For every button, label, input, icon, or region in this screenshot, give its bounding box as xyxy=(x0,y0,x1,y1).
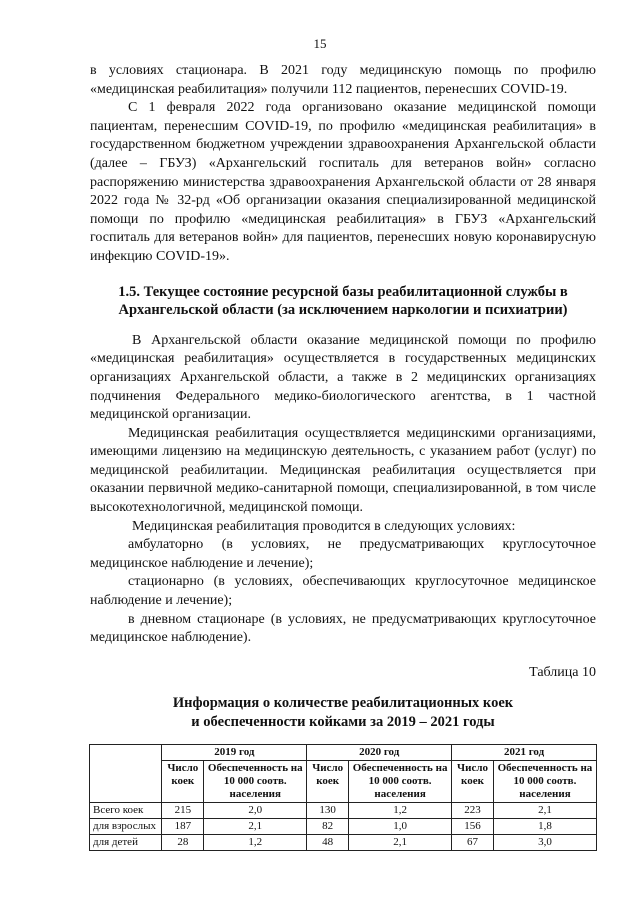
count-header: Число коек xyxy=(452,760,494,802)
table-cell: 82 xyxy=(307,818,349,834)
list-item: амбулаторно (в условиях, не предусматривающих круглосуточное медицинское наблюдение и лечение); xyxy=(90,537,596,571)
paragraph: в условиях стационара. В 2021 году медицинскую помощь по профилю «медицинская реабилитация» получили 112 пациентов, перенесших COVID-19. xyxy=(90,63,596,97)
table-cell: 223 xyxy=(452,802,494,818)
table-title-line: и обеспеченности койками за 2019 – 2021 годы xyxy=(191,714,495,730)
row-label: для детей xyxy=(90,834,162,850)
table-subheader-row xyxy=(90,760,597,802)
paragraph: С 1 февраля 2022 года организовано оказание медицинской помощи пациентам, перенесшим COVID-19, по профилю «медицинская реабилитация» в государственном бюджетном учреждении здравоохранения Архангельской области (далее – ГБУЗ) «Архангельский госпиталь для ветеранов войн» согласно распоряжению министерства здравоохранения Архангельской области от 28 января 2022 года № 32-рд «Об организации оказания специализированной медицинской помощи по профилю «медицинская реабилитация» в ГБУЗ «Архангельский госпиталь для ветеранов войн» для пациентов, перенесших новую коронавирусную инфекцию COVID-19». xyxy=(90,100,596,264)
row-label: Всего коек xyxy=(90,802,162,818)
row-label: для взрослых xyxy=(90,818,162,834)
table-row xyxy=(90,834,597,850)
table-cell: 48 xyxy=(307,834,349,850)
table-caption: Таблица 10 xyxy=(529,664,596,680)
year-header: 2020 год xyxy=(307,744,452,760)
table-cell: 1,8 xyxy=(493,818,596,834)
table-cell: 156 xyxy=(452,818,494,834)
table-cell: 3,0 xyxy=(493,834,596,850)
table-cell: 67 xyxy=(452,834,494,850)
table-cell: 187 xyxy=(162,818,204,834)
beds-table xyxy=(89,744,597,851)
year-header: 2021 год xyxy=(452,744,597,760)
table-cell: 215 xyxy=(162,802,204,818)
table-cell: 1,0 xyxy=(349,818,452,834)
count-header: Число коек xyxy=(307,760,349,802)
list-item: в дневном стационаре (в условиях, не предусматривающих круглосуточное медицинское наблюдение). xyxy=(90,611,596,646)
document-body xyxy=(90,62,596,851)
table-cell: 1,2 xyxy=(204,834,307,850)
rate-header: Обеспеченность на 10 000 соотв. населения xyxy=(204,760,307,802)
page-number: 15 xyxy=(313,36,327,51)
rate-header: Обеспеченность на 10 000 соотв. населения xyxy=(349,760,452,802)
table-cell: 2,1 xyxy=(493,802,596,818)
paragraph: Медицинская реабилитация проводится в следующих условиях: xyxy=(132,518,516,534)
table-cell: 2,1 xyxy=(204,818,307,834)
table-title xyxy=(90,694,596,731)
table-row xyxy=(90,818,597,834)
table-cell: 2,0 xyxy=(204,802,307,818)
table-cell: 1,2 xyxy=(349,802,452,818)
paragraph: В Архангельской области оказание медицинской помощи по профилю «медицинская реабилитация» осуществляется в государственных медицинских организациях Архангельской области, а также в 2 медицинских организациях подчинения Федерального медико-биологического агентства, в 1 частной медицинской организации. xyxy=(90,332,596,423)
table-cell: 2,1 xyxy=(349,834,452,850)
year-header: 2019 год xyxy=(162,744,307,760)
table-title-line: Информация о количестве реабилитационных коек xyxy=(172,695,514,712)
paragraph: Медицинская реабилитация осуществляется медицинскими организациями, имеющими лицензию на медицинскую деятельность, с указанием работ (услуг) по медицинской реабилитации. Медицинская реабилитация осуществляется при оказании первичной медико-санитарной помощи, специализированной, в том числе высокотехнологичной, медицинской помощи. xyxy=(90,425,596,516)
section-heading: 1.5. Текущее состояние ресурсной базы реабилитационной службы в Архангельской области (за исключением наркологии и психиатрии) xyxy=(118,283,568,319)
rate-header: Обеспеченность на 10 000 соотв. населения xyxy=(493,760,596,802)
table-row xyxy=(90,802,597,818)
table-cell: 28 xyxy=(162,834,204,850)
list-item: стационарно (в условиях, обеспечивающих круглосуточное медицинское наблюдение и лечение); xyxy=(90,574,596,609)
table-cell: 130 xyxy=(307,802,349,818)
count-header: Число коек xyxy=(162,760,204,802)
table-header-row xyxy=(90,744,597,760)
table-header-empty xyxy=(90,744,162,802)
